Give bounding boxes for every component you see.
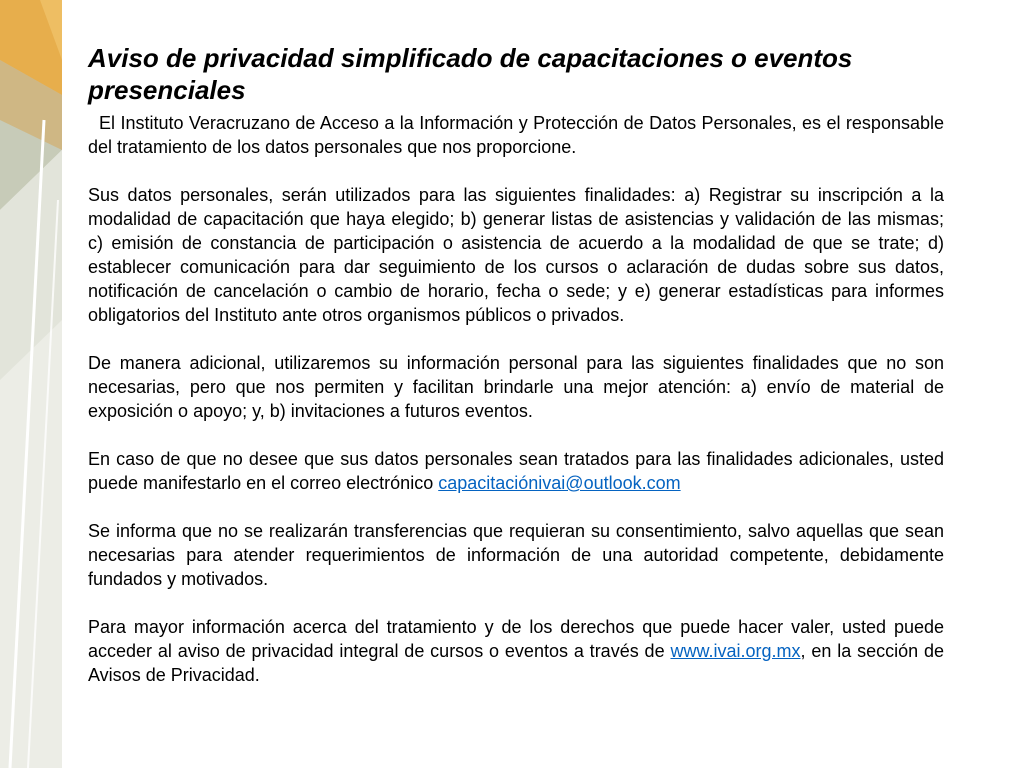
paragraph-additional-purposes: De manera adicional, utilizaremos su información personal para las siguientes finalidades que no son necesarias, pero que nos permiten y facilitan brindarle una mejor atención: a) envío de material de exposición o apoyo; y, b) invitaciones a futuros eventos. (88, 353, 944, 421)
slide-content (88, 42, 944, 687)
decorative-left-band (0, 0, 62, 768)
paragraph-purposes: Sus datos personales, serán utilizados para las siguientes finalidades: a) Registrar su inscripción a la modalidad de capacitación que haya elegido; b) generar listas de asistencias y validación de las mismas; c) emisión de constancia de participación o asistencia de acuerdo a la modalidad de que se trate; d) establecer comunicación para dar seguimiento de los cursos o aclaración de dudas sobre sus datos, notificación de cancelación o cambio de horario, fecha o sede; y e) generar estadísticas para informes obligatorios del Instituto ante otros organismos públicos o privados. (88, 185, 944, 325)
paragraph-more-info (88, 615, 944, 687)
more-info-text: Para mayor información acerca del tratamiento y de los derechos que puede hacer valer, usted puede acceder al aviso de privacidad integral de cursos o eventos a través de (88, 617, 944, 661)
paragraph-responsible: El Instituto Veracruzano de Acceso a la Información y Protección de Datos Personales, es el responsable del tratamiento de los datos personales que nos proporcione. (88, 113, 944, 157)
slide-title: Aviso de privacidad simplificado de capacitaciones o eventos presenciales (88, 43, 853, 105)
more-info-tail: , en la sección de Avisos de Privacidad. (88, 641, 944, 685)
email-link[interactable]: capacitaciónivai@outlook.com (438, 473, 681, 493)
opt-out-text: En caso de que no desee que sus datos personales sean tratados para las finalidades adicionales, usted puede manifestarlo en el correo electrónico (88, 449, 944, 493)
paragraph-opt-out (88, 447, 944, 495)
paragraph-transfers: Se informa que no se realizarán transferencias que requieran su consentimiento, salvo aquellas que sean necesarias para atender requerimientos de información de una autoridad competente, debidamente fundados y motivados. (88, 521, 944, 589)
website-link[interactable]: www.ivai.org.mx (670, 641, 801, 661)
decorative-band-graphic (0, 0, 62, 768)
